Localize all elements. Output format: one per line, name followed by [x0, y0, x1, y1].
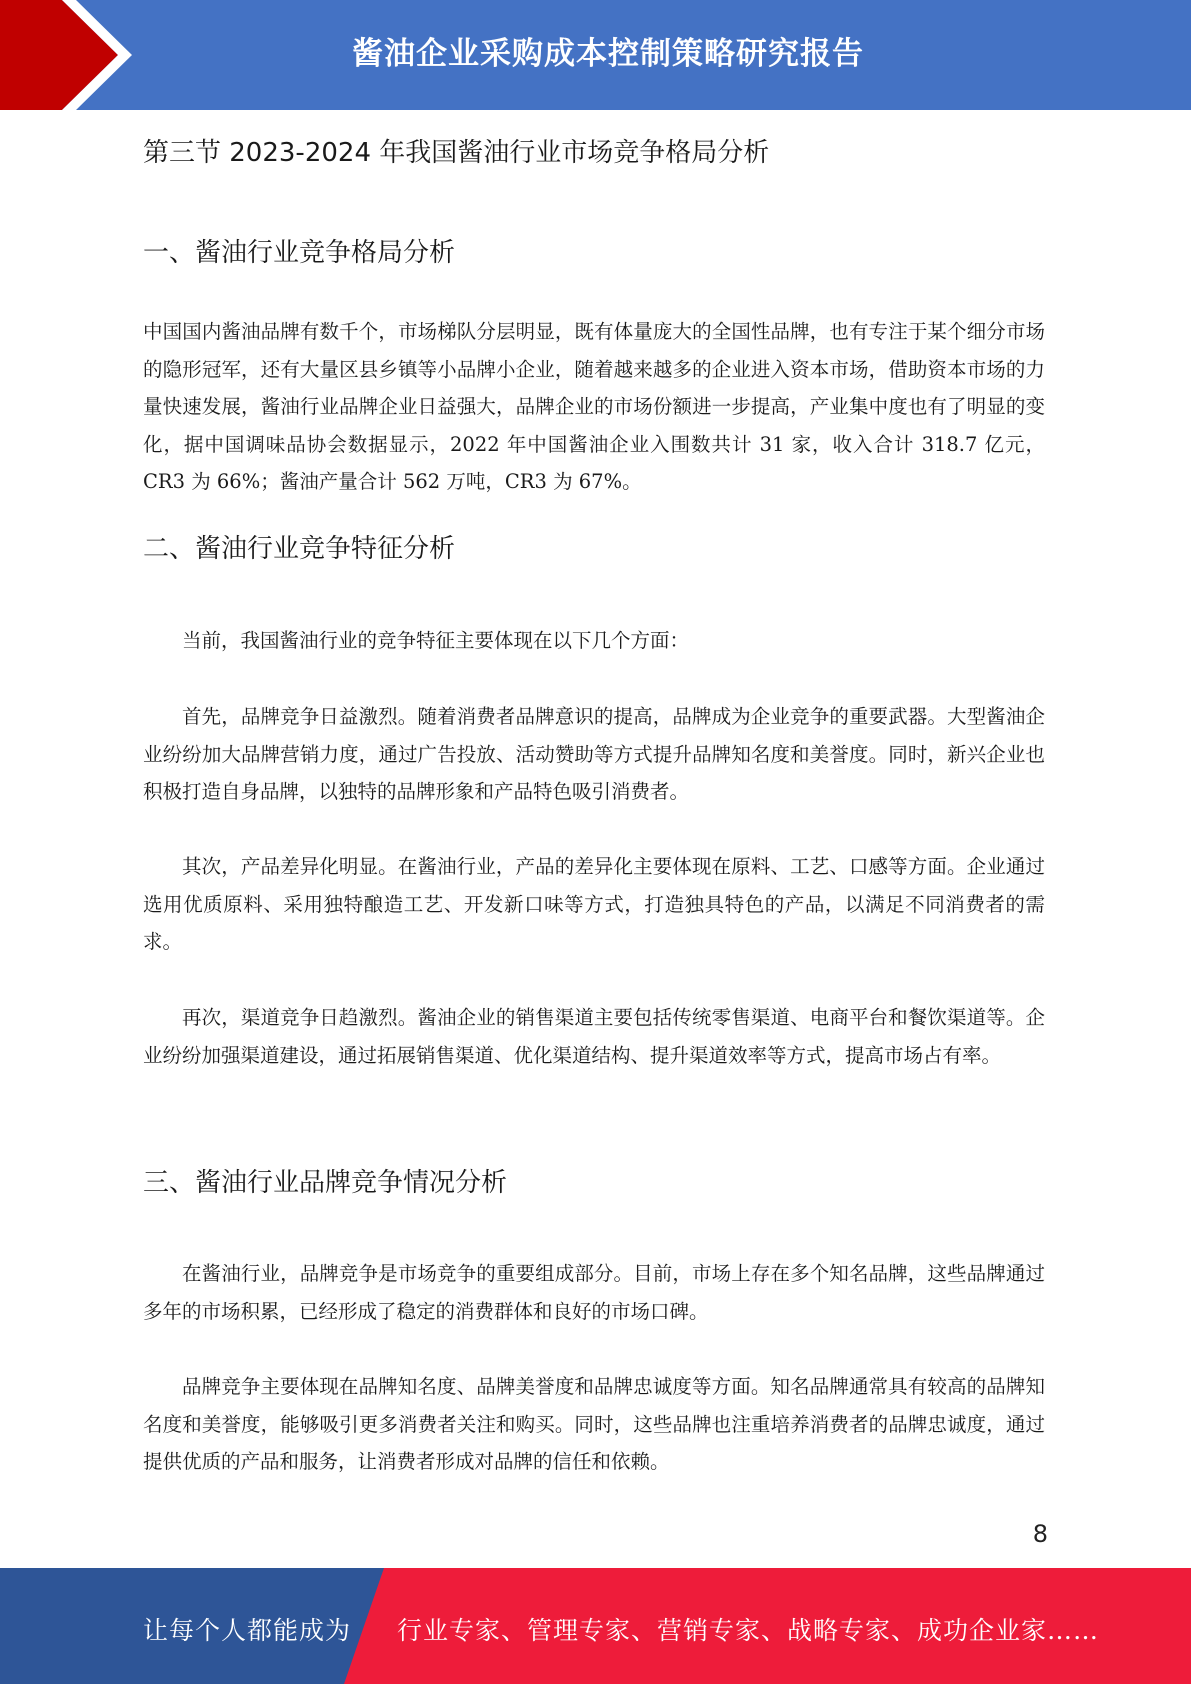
paragraph: 再次，渠道竞争日趋激烈。酱油企业的销售渠道主要包括传统零售渠道、电商平台和餐饮渠道等。企业纷纷加强渠道建设，通过拓展销售渠道、优化渠道结构、提升渠道效率等方式，提高市场占有率。	[143, 1006, 1045, 1067]
report-title: 酱油企业采购成本控制策略研究报告	[352, 36, 864, 72]
section-title: 第三节 2023-2024 年我国酱油行业市场竞争格局分析	[143, 138, 770, 168]
paragraph: 中国国内酱油品牌有数千个，市场梯队分层明显，既有体量庞大的全国性品牌，也有专注于某个细分市场的隐形冠军，还有大量区县乡镇等小品牌小企业，随着越来越多的企业进入资本市场，借助资本市场的力量快速发展，酱油行业品牌企业日益强大，品牌企业的市场份额进一步提高，产业集中度也有了明显的变化，据中国调味品协会数据显示，2022 年中国酱油企业入围数共计 31 家，收入合计 318.7 亿元，CR3 为 66%；酱油产量合计 562 万吨，CR3 为 67%。	[143, 320, 1045, 493]
paragraph: 在酱油行业，品牌竞争是市场竞争的重要组成部分。目前，市场上存在多个知名品牌，这些品牌通过多年的市场积累，已经形成了稳定的消费群体和良好的市场口碑。	[143, 1262, 1045, 1323]
footer-band	[0, 1568, 1191, 1684]
paragraph: 当前，我国酱油行业的竞争特征主要体现在以下几个方面：	[182, 629, 690, 652]
heading-competition-pattern: 一、酱油行业竞争格局分析	[143, 238, 456, 268]
footer-slogan-right: 行业专家、管理专家、营销专家、战略专家、成功企业家……	[397, 1616, 1100, 1645]
heading-brand-competition: 三、酱油行业品牌竞争情况分析	[143, 1168, 508, 1198]
paragraph: 品牌竞争主要体现在品牌知名度、品牌美誉度和品牌忠诚度等方面。知名品牌通常具有较高的品牌知名度和美誉度，能够吸引更多消费者关注和购买。同时，这些品牌也注重培养消费者的品牌忠诚度，通过提供优质的产品和服务，让消费者形成对品牌的信任和依赖。	[143, 1375, 1045, 1473]
heading-competition-features: 二、酱油行业竞争特征分析	[143, 534, 456, 564]
footer-slogan-left: 让每个人都能成为	[143, 1616, 352, 1645]
paragraph: 首先，品牌竞争日益激烈。随着消费者品牌意识的提高，品牌成为企业竞争的重要武器。大型酱油企业纷纷加大品牌营销力度，通过广告投放、活动赞助等方式提升品牌知名度和美誉度。同时，新兴企业也积极打造自身品牌，以独特的品牌形象和产品特色吸引消费者。	[143, 705, 1045, 803]
page-number: 8	[1032, 1520, 1048, 1548]
header-band	[0, 0, 1191, 110]
paragraph: 其次，产品差异化明显。在酱油行业，产品的差异化主要体现在原料、工艺、口感等方面。企业通过选用优质原料、采用独特酿造工艺、开发新口味等方式，打造独具特色的产品，以满足不同消费者的需求。	[143, 855, 1045, 953]
